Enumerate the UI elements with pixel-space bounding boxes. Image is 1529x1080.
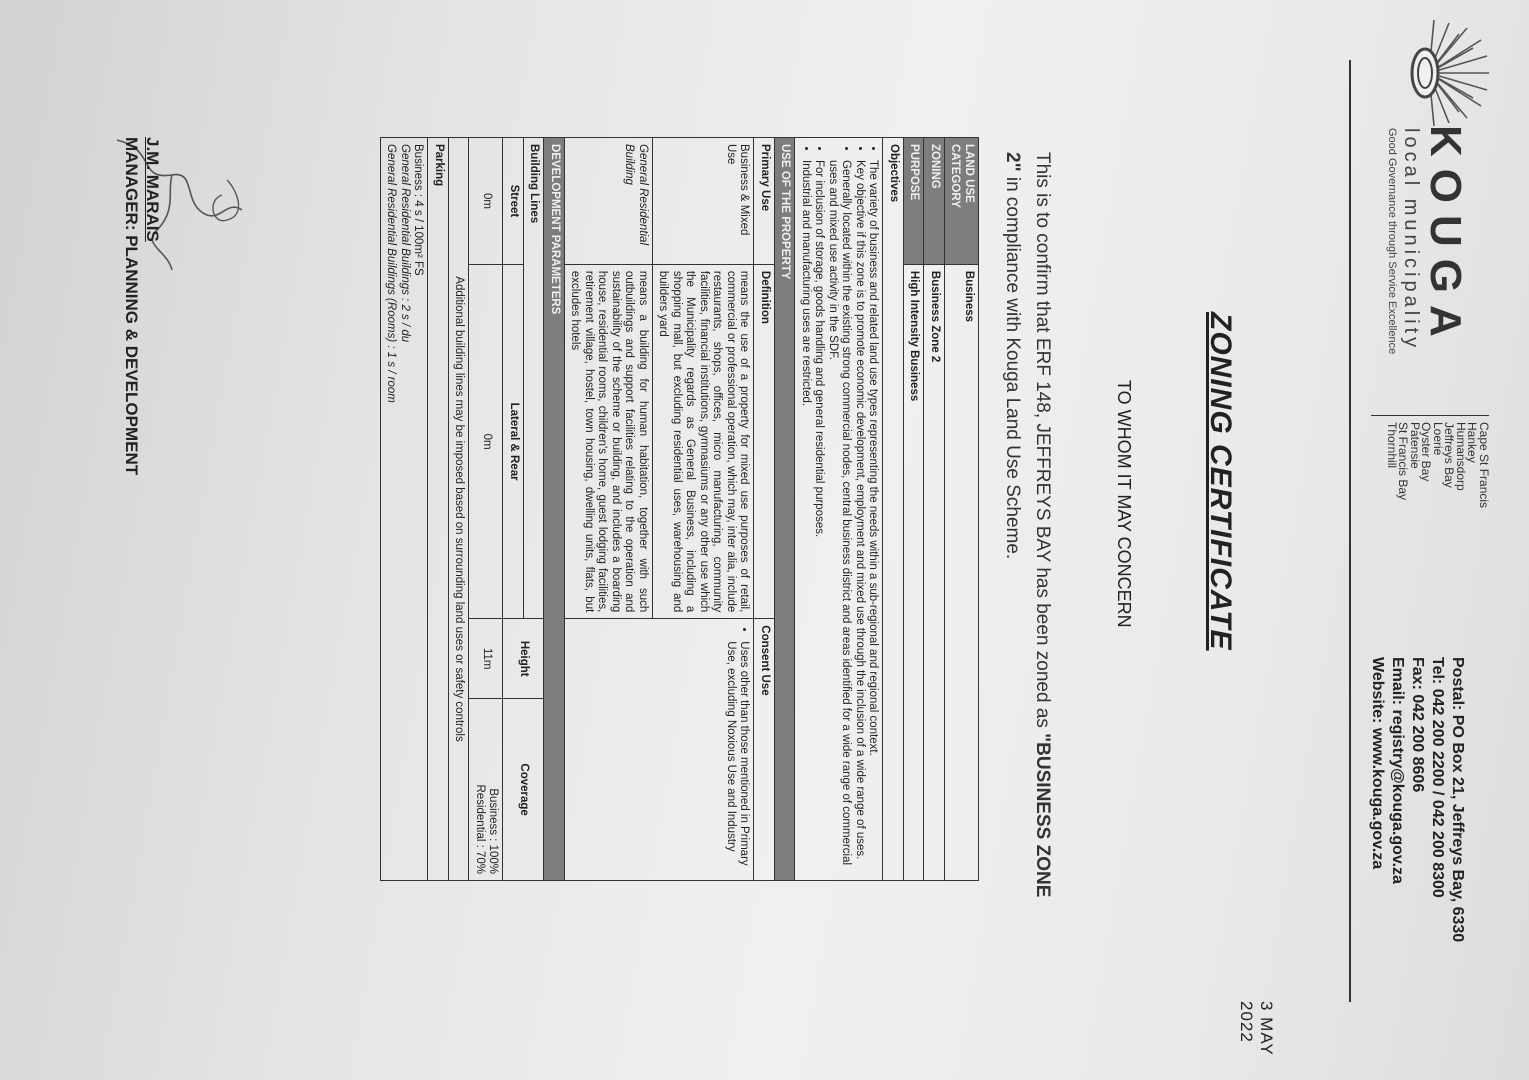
letterhead-divider <box>1371 415 1489 416</box>
use-header-row <box>754 138 775 881</box>
land-use-category-label: LAND USE CATEGORY <box>945 138 979 265</box>
website: Website: www.kouga.gov.za <box>1369 657 1386 870</box>
consent-use-label: Consent Use <box>754 619 775 881</box>
consent-use-item: • Uses other than those mentioned in Primary Use, excluding Noxious Use and Industry <box>724 641 751 874</box>
development-parameters-row <box>544 138 565 881</box>
land-use-category-value: Business <box>945 264 979 880</box>
email: Email: registry@kouga.gov.za <box>1389 657 1406 884</box>
town-item: Thornhill <box>1385 422 1399 469</box>
town-item: Oyster Bay <box>1419 422 1434 482</box>
parking-header-row <box>428 138 449 881</box>
telephone: Tel: 042 200 2200 / 042 200 8300 <box>1429 657 1446 898</box>
primary-use-name: Business & Mixed Use <box>653 138 755 265</box>
street-label: Street <box>503 138 524 265</box>
height-label: Height <box>503 619 544 699</box>
primary-use-definition: means the use of a property for mixed use purposes of retail, commercial or professional operation, which may, inter alia, include restaurants, shops, offices, micro manufacturing, community facilities, financial institutions, gymnasiums or any other use which the Municipality regards as General Business, including a shopping mall, but excluding residential uses, warehousing and builders yard <box>653 264 755 618</box>
letter-date: 3 MAY 2022 <box>1237 1001 1276 1056</box>
purpose-row <box>904 138 925 881</box>
objectives-header-row <box>883 138 904 881</box>
body-text: This is to confirm that ERF 148, JEFFREYS BAY has been zoned as <box>1032 152 1053 734</box>
objective-item: • Key objective if this zone is to promote economic development, employment and mixed use through the inclusion of a wide range of uses. <box>853 160 867 874</box>
coverage-label: Coverage <box>503 699 544 881</box>
land-use-category-row <box>945 138 979 881</box>
certificate-title: ZONING CERTIFICATE <box>1204 312 1237 651</box>
letterhead-rule <box>1349 60 1351 1002</box>
confirmation-paragraph <box>997 152 1057 922</box>
parking-row <box>381 138 429 881</box>
coverage-residential: Residential : 70% <box>474 784 486 874</box>
additional-note: Additional building lines may be imposed based on surrounding land uses or safety controls <box>449 138 470 881</box>
town-item: Hankey <box>1465 422 1480 463</box>
salutation: TO WHOM IT MAY CONCERN <box>1114 380 1134 628</box>
town-item: Humansdorp <box>1454 422 1468 491</box>
town-item: St Francis Bay <box>1396 422 1411 501</box>
signatory-title: MANAGER: PLANNING & DEVELOPMENT <box>122 137 141 476</box>
definition-label: Definition <box>754 264 775 618</box>
town-item: Jeffreys Bay <box>1442 422 1457 488</box>
objectives-cell <box>795 138 883 881</box>
objectives-row <box>795 138 883 881</box>
brand-subtitle: local municipality <box>1400 128 1422 352</box>
consent-use-cell <box>565 619 755 881</box>
town-item: Loerie <box>1431 422 1445 456</box>
additional-note-row <box>449 138 470 881</box>
zone-name: "BUSINESS ZONE 2" <box>1002 152 1053 898</box>
parking-cell <box>381 138 429 881</box>
parking-label: Parking <box>428 138 449 881</box>
objectives-label: Objectives <box>883 138 904 881</box>
primary-use-row <box>653 138 755 881</box>
coverage-business: Business : 100% <box>487 788 500 874</box>
fax: Fax: 042 200 8606 <box>1409 657 1426 793</box>
signatory-name: J.M. MARAIS <box>143 137 162 242</box>
contact-block <box>1367 657 1467 942</box>
parking-line: Business : 4 s / 100m² FS <box>412 144 425 276</box>
primary-use-name: General Residential Building <box>565 138 653 265</box>
body-text-end: in compliance with Kouga Land Use Scheme. <box>1002 171 1023 560</box>
coverage-value <box>469 699 503 881</box>
purpose-value: High Intensity Business <box>904 264 925 880</box>
use-of-property-label: USE OF THE PROPERTY <box>775 138 796 881</box>
primary-use-label: Primary Use <box>754 138 775 265</box>
zoning-row <box>924 138 945 881</box>
use-of-property-row <box>775 138 796 881</box>
parameters-values-row <box>469 138 503 881</box>
town-item: Patensie <box>1408 422 1422 469</box>
objectives-list <box>799 144 880 874</box>
postal-address: Postal: PO Box 21, Jeffreys Bay, 6330 <box>1449 657 1466 943</box>
parking-line: General Residential Buildings : 2 s / du <box>399 144 411 343</box>
brand-name: KOUGA <box>1421 125 1470 349</box>
primary-use-definition: means a building for human habitation, together with such outbuildings and support facilities relating to the operation and sustainability of the scheme or building, and includes a boarding house, residential rooms, children's home, guest lodging facilities, retirement village, hostel, town housing, dwelling units, flats, but excludes hotels <box>565 264 653 618</box>
town-list <box>1386 422 1490 508</box>
brand-tagline: Good Governance through Service Excellence <box>1386 128 1398 355</box>
town-item: Cape St Francis <box>1477 422 1491 509</box>
street-value: 0m <box>469 138 503 265</box>
objective-item: • For inclusion of storage, goods handling and general residential purposes. <box>812 160 826 874</box>
purpose-label: PURPOSE <box>904 138 925 265</box>
consent-use-list <box>724 625 751 874</box>
building-lines-label: Building Lines <box>524 138 545 619</box>
objective-item: • Generally located within the existing strong commercial nodes, central business district and areas identified for a wide range of commercial uses and mixed use activity in the SDF. <box>826 160 853 874</box>
parking-line: General Residential Buildings (Rooms) : 1 s / room <box>385 144 398 403</box>
zoning-label: ZONING <box>924 138 945 265</box>
zoning-value: Business Zone 2 <box>924 264 945 880</box>
development-parameters-label: DEVELOPMENT PARAMETERS <box>544 138 565 881</box>
objective-item: • The variety of business and related land use types representing the needs within a sub-regional and regional context. <box>866 160 880 874</box>
lateral-rear-label: Lateral & Rear <box>503 264 524 618</box>
lateral-rear-value: 0m <box>469 264 503 618</box>
objective-item: • Industrial and manufacturing uses are restricted. <box>799 160 813 874</box>
kouga-sun-logo <box>1407 18 1489 128</box>
zoning-table <box>380 137 979 881</box>
parameters-header-row <box>524 138 545 881</box>
height-value: 11m <box>469 619 503 699</box>
